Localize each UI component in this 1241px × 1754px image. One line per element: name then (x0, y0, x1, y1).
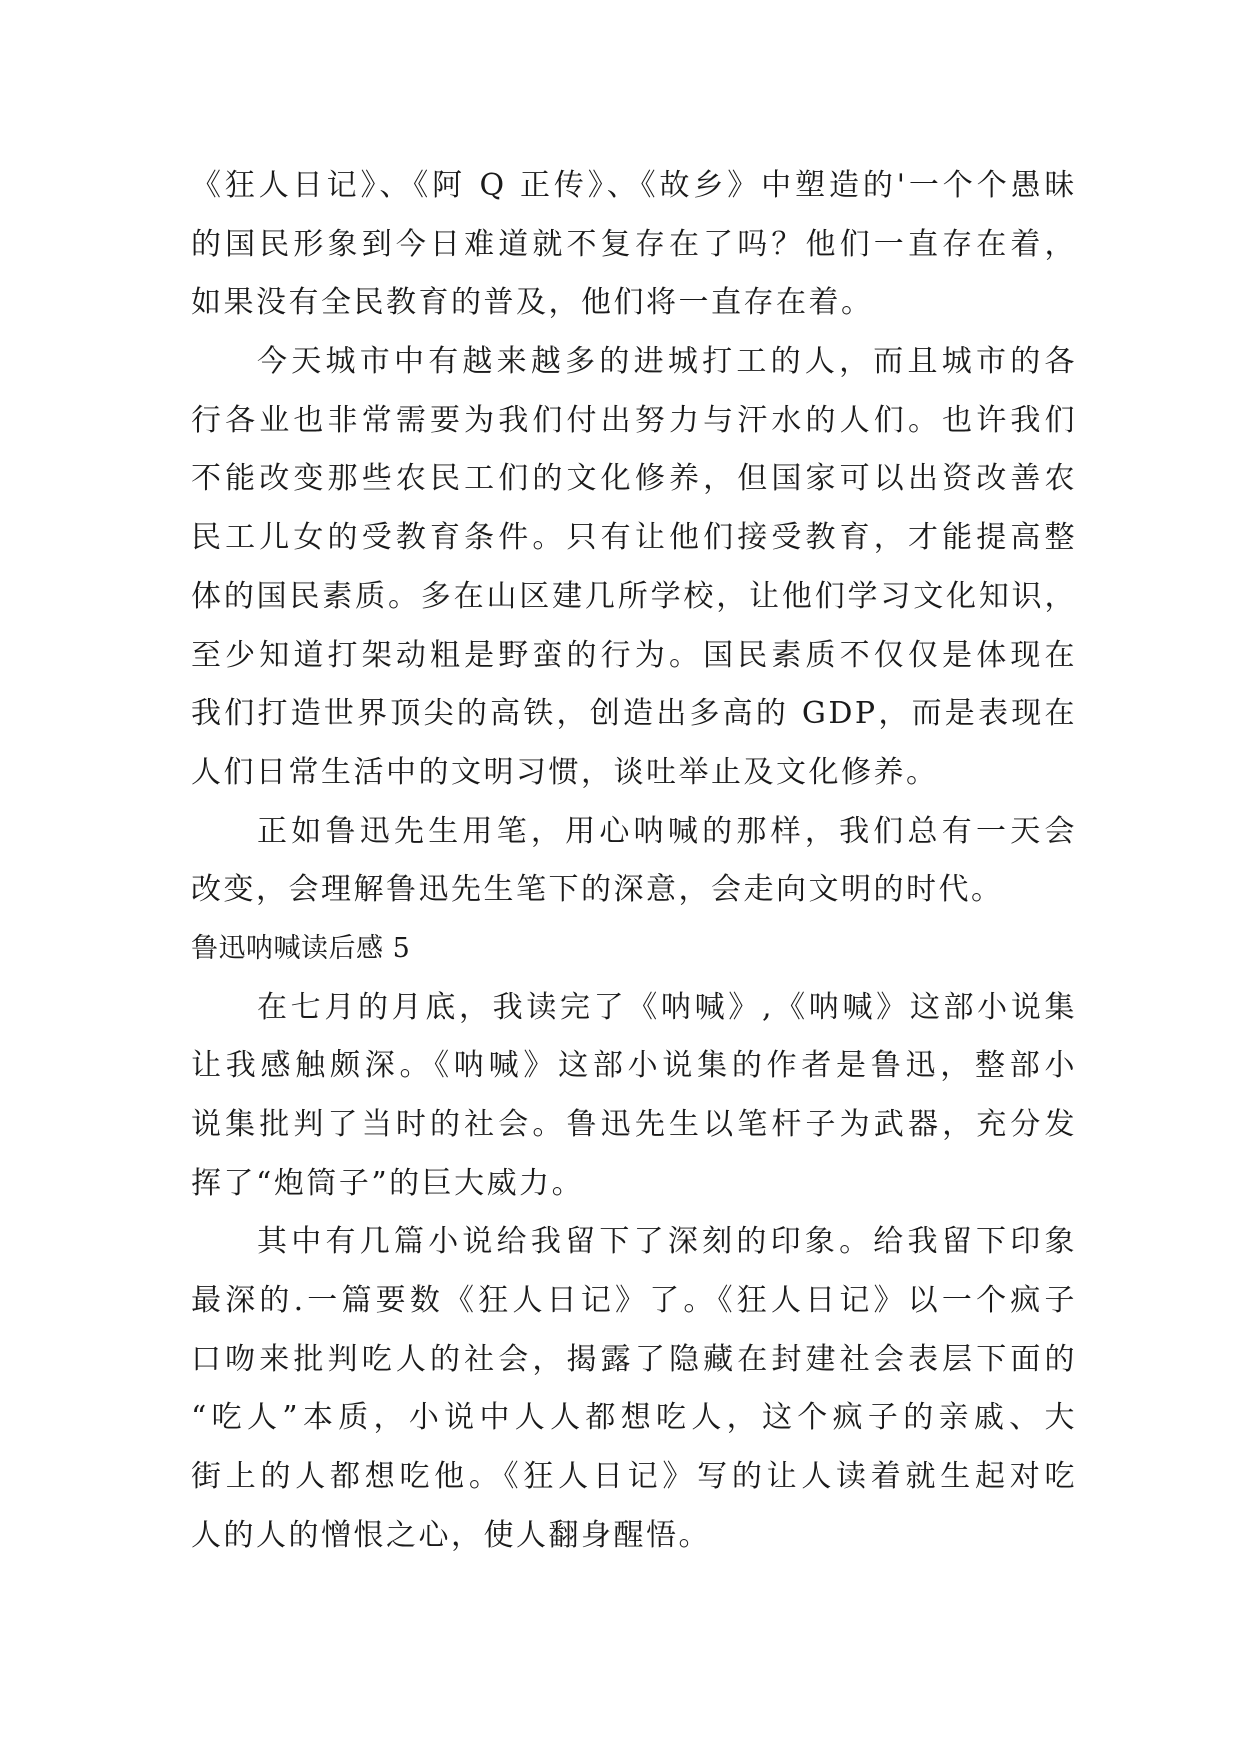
paragraph (191, 1213, 1077, 1565)
text-line: 不能改变那些农民工们的文化修养，但国家可以出资改善农 (191, 461, 1077, 497)
text-line: 至少知道打架动粗是野蛮的行为。国民素质不仅仅是体现在 (191, 637, 1077, 673)
text-line: 如果没有全民教育的普及，他们将一直存在着。 (191, 285, 874, 321)
paragraph (191, 979, 1077, 1214)
text-line: 我们打造世界顶尖的高铁，创造出多高的 GDP，而是表现在 (191, 696, 1077, 732)
text-line: 正如鲁迅先生用笔，用心呐喊的那样，我们总有一天会 (257, 813, 1077, 849)
text-line: 体的国民素质。多在山区建几所学校，让他们学习文化知识， (191, 578, 1077, 614)
paragraph (191, 803, 1077, 920)
section-heading: 鲁迅呐喊读后感 5 (191, 932, 411, 964)
text-line: 行各业也非常需要为我们付出努力与汗水的人们。也许我们 (191, 402, 1077, 438)
text-line: 改变，会理解鲁迅先生笔下的深意，会走向文明的时代。 (191, 872, 1004, 908)
text-line: 人们日常生活中的文明习惯，谈吐举止及文化修养。 (191, 754, 939, 790)
text-line: “吃人”本质，小说中人人都想吃人，这个疯子的亲戚、大 (191, 1400, 1077, 1436)
text-line: 街上的人都想吃他。《狂人日记》写的让人读着就生起对吃 (191, 1459, 1077, 1495)
text-line: 在七月的月底，我读完了《呐喊》,《呐喊》这部小说集 (257, 989, 1077, 1025)
text-line: 说集批判了当时的社会。鲁迅先生以笔杆子为武器，充分发 (191, 1107, 1077, 1142)
document-body (191, 157, 1077, 1566)
text-line: 《狂人日记》、《阿 Q 正传》、《故乡》中塑造的'一个个愚昧 (191, 168, 1077, 203)
text-line: 民工儿女的受教育条件。只有让他们接受教育，才能提高整 (191, 520, 1077, 556)
text-line: 的国民形象到今日难道就不复存在了吗？他们一直存在着， (191, 226, 1077, 262)
text-line: 让我感触颇深。《呐喊》这部小说集的作者是鲁迅，整部小 (191, 1048, 1077, 1084)
text-line: 口吻来批判吃人的社会，揭露了隐藏在封建社会表层下面的 (191, 1341, 1077, 1377)
paragraph (191, 333, 1077, 803)
text-line: 人的人的憎恨之心，使人翻身醒悟。 (191, 1517, 711, 1553)
text-line: 今天城市中有越来越多的进城打工的人，而且城市的各 (257, 344, 1077, 380)
paragraph (191, 157, 1077, 333)
text-line: 挥了“炮筒子”的巨大威力。 (191, 1165, 585, 1201)
text-line: 其中有几篇小说给我留下了深刻的印象。给我留下印象 (257, 1224, 1077, 1260)
text-line: 最深的.一篇要数《狂人日记》了。《狂人日记》以一个疯子 (191, 1283, 1077, 1319)
